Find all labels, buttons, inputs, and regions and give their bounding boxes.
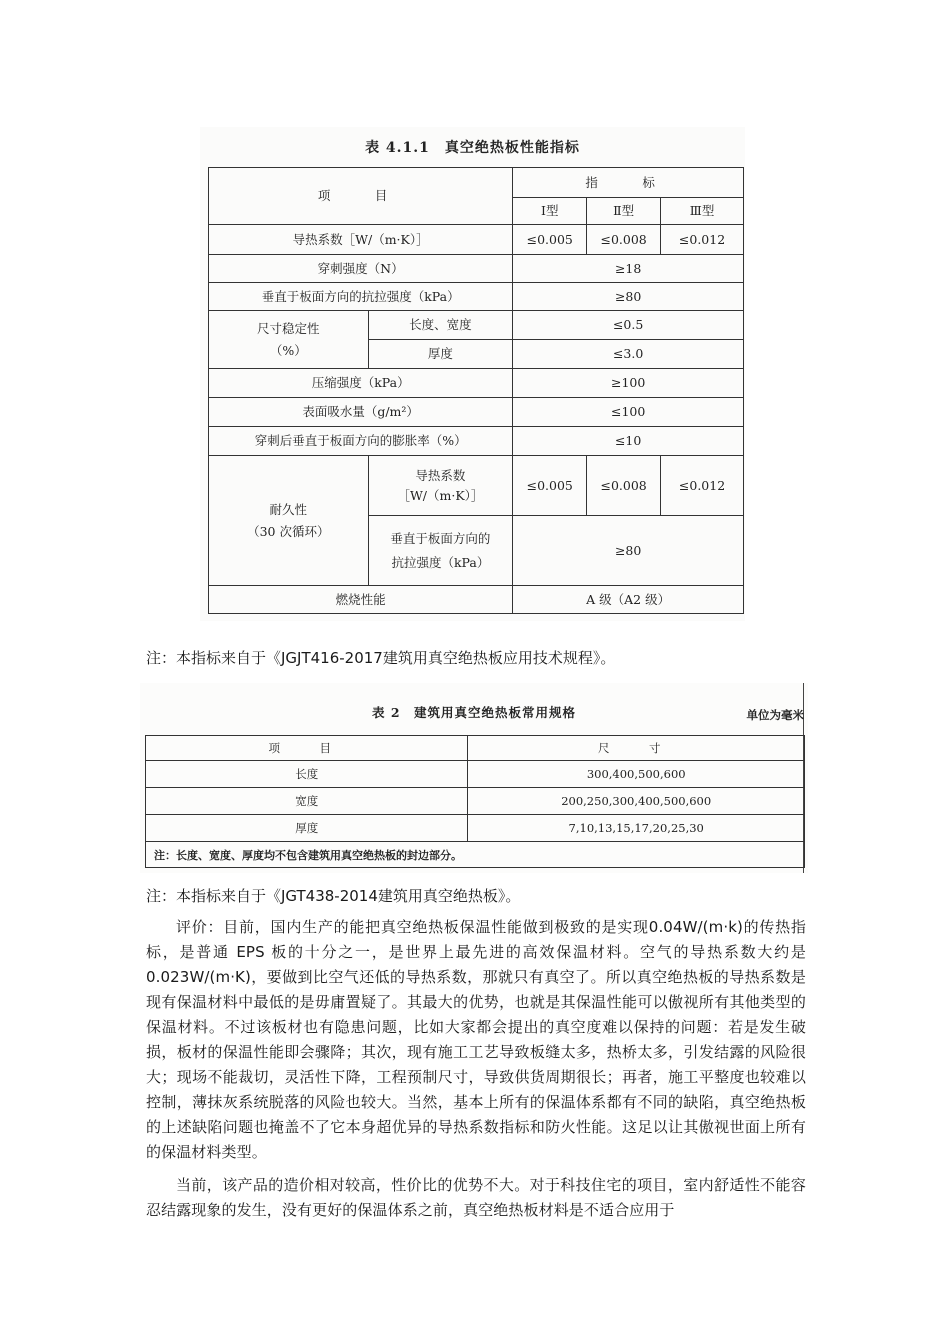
spec-value: 7,10,13,15,17,20,25,30 [468,815,805,842]
cell-value: ≤0.008 [587,225,661,255]
cell-value: ≤3.0 [513,340,744,369]
sublabel: 垂直于板面方向的 抗拉强度（kPa） [368,516,513,586]
evaluation-paragraph: 评价：目前，国内生产的能把真空绝热板保温性能做到极致的是实现0.04W/(m·k)的传热指标，是普通 EPS 板的十分之一，是世界上最先进的高效保温材料。空气的导热系数大约是 0.023W/(m·K)，要做到比空气还低的导热系数，那就只有真空了。所以真空绝热板的导热系数是现有保温材料中最低的是毋庸置疑了。其最大的优势，也就是其保温性能可以傲视所有其他类型的保温材料。不过该板材也有隐患问题，比如大家都会提出的真空度难以保持的问题：若是发生破损，板材的保温性能即会骤降；其次，现有施工工艺导致板缝太多，热桥太多，引发结露的风险很大；现场不能裁切，灵活性下降，工程预制尺寸，导致供货周期很长；再者，施工平整度也较难以控制，薄抹灰系统脱落的风险也较大。当然，基本上所有的保温体系都有不同的缺陷，真空绝热板的上述缺陷问题也掩盖不了它本身超优异的导热系数指标和防火性能。这足以让其傲视世面上所有的保温材料类型。 [146,918,806,1161]
spec-value: 300,400,500,600 [468,761,805,788]
cell-value: ≥18 [513,255,744,283]
header-item: 项 目 [209,168,513,225]
cell-value: ≤0.5 [513,311,744,340]
cell-value: ≥80 [513,283,744,311]
table2-caption: 表 2 建筑用真空绝热板常用规格 [371,705,577,720]
row-label-compressive: 压缩强度（kPa） [209,369,513,398]
spec-label: 长度 [146,761,468,788]
cell-value: ≥100 [513,369,744,398]
header-type-1: Ⅰ型 [513,198,587,225]
cell-value: ≤0.005 [513,225,587,255]
row-label-water-absorption: 表面吸水量（g/m²） [209,398,513,427]
header-item: 项 目 [146,736,468,761]
sublabel: 导热系数 ［W/（m·K）］ [368,456,513,516]
row-label-puncture: 穿刺强度（N） [209,255,513,283]
row-label-tensile: 垂直于板面方向的抗拉强度（kPa） [209,283,513,311]
spec-value: 200,250,300,400,500,600 [468,788,805,815]
row-label-durability: 耐久性 （30 次循环） [209,456,369,586]
spec-table [145,735,805,868]
row-label-conductivity: 导热系数［W/（m·K）］ [209,225,513,255]
spec-label: 宽度 [146,788,468,815]
table2-unit: 单位为毫米 [746,708,804,722]
cell-value: ≤0.012 [661,225,744,255]
cell-value: ≤0.005 [513,456,587,516]
header-type-3: Ⅲ型 [661,198,744,225]
cell-value: ≤100 [513,398,744,427]
cell-value: ≤0.012 [661,456,744,516]
table2-footnote: 注：长度、宽度、厚度均不包含建筑用真空绝热板的封边部分。 [146,842,805,868]
header-type-2: Ⅱ型 [587,198,661,225]
row-label-combustion: 燃烧性能 [209,586,513,614]
sublabel: 厚度 [368,340,513,369]
row-label-expansion: 穿刺后垂直于板面方向的膨胀率（%） [209,427,513,456]
row-label-dim-stability: 尺寸稳定性 （%） [209,311,369,369]
table1-image [200,127,745,621]
note-source-2: 注：本指标来自于《JGT438-2014建筑用真空绝热板》。 [146,887,521,905]
sublabel: 长度、宽度 [368,311,513,340]
cell-value: ≤10 [513,427,744,456]
table1-caption: 表 4.1.1 真空绝热板性能指标 [365,140,580,156]
cost-paragraph: 当前，该产品的造价相对较高，性价比的优势不大。对于科技住宅的项目，室内舒适性不能容忍结露现象的发生，没有更好的保温体系之前，真空绝热板材料是不适合应用于 [146,1176,806,1219]
cell-value: ≤0.008 [587,456,661,516]
cell-value: ≥80 [513,516,744,586]
performance-table [208,167,744,614]
header-size: 尺 寸 [468,736,805,761]
cell-value: A 级（A2 级） [513,586,744,614]
table2-image [140,683,808,873]
header-indicator: 指 标 [513,168,744,198]
note-source-1: 注：本指标来自于《JGJT416-2017建筑用真空绝热板应用技术规程》。 [146,649,616,667]
spec-label: 厚度 [146,815,468,842]
